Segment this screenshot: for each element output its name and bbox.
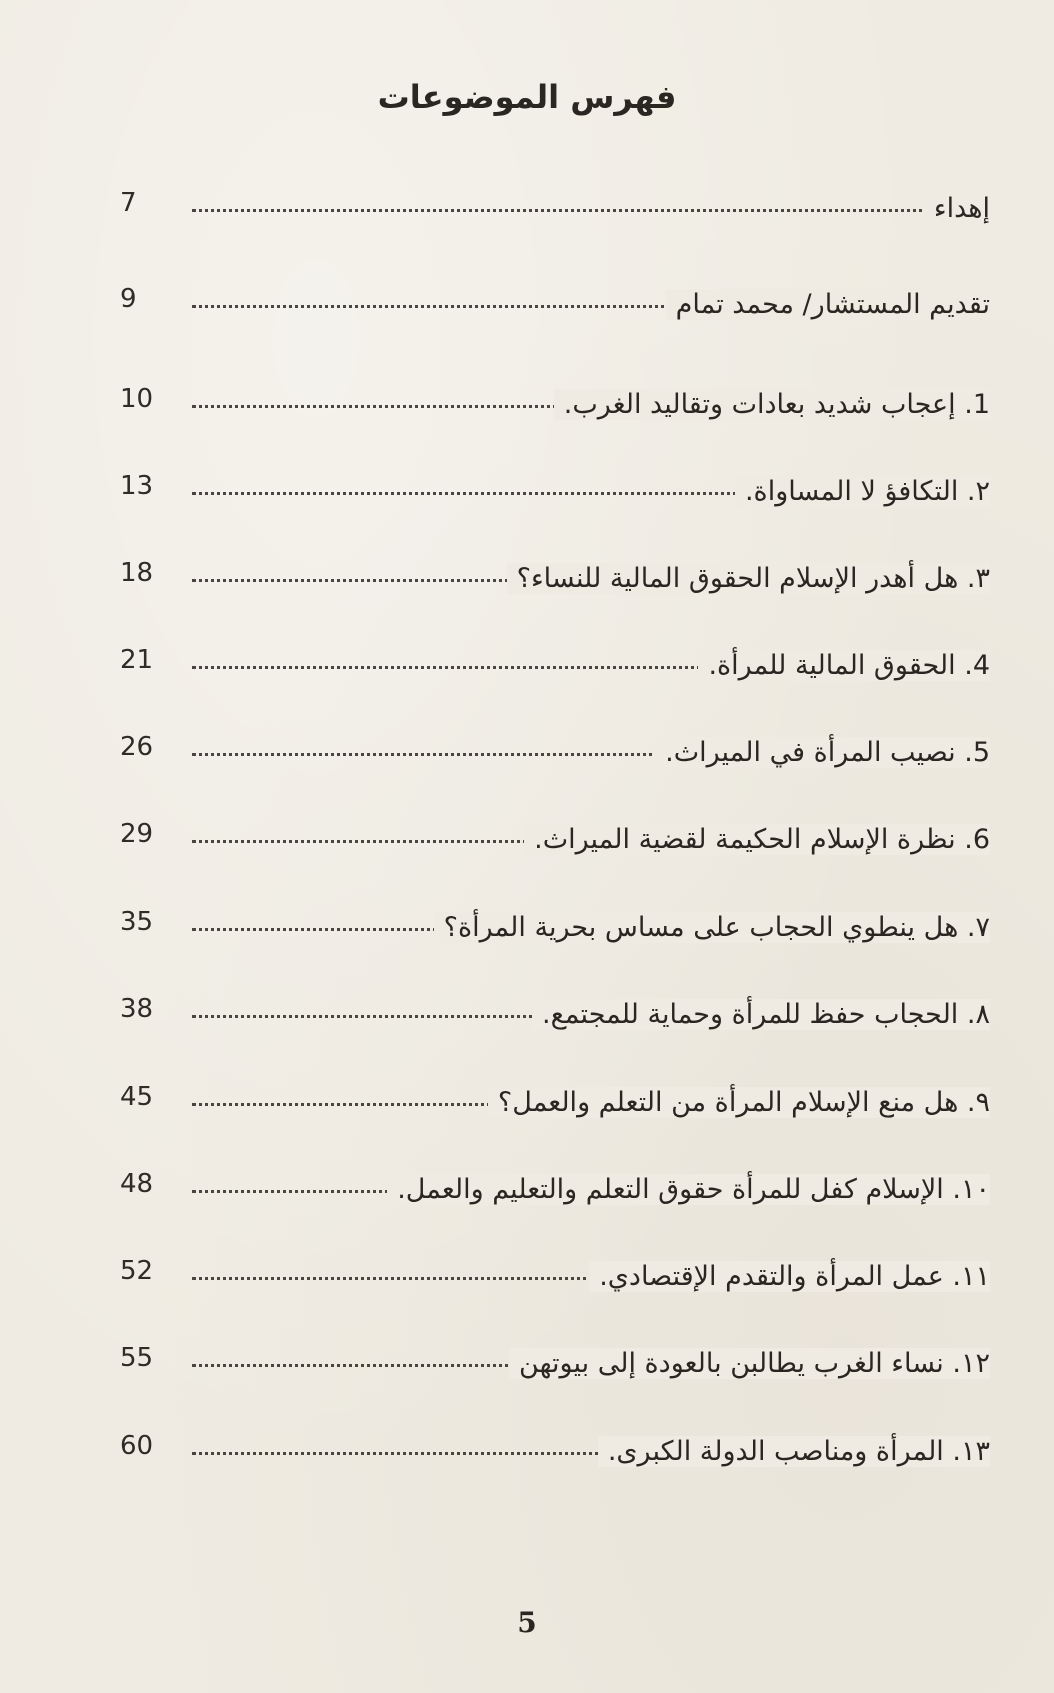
toc-page-number: 35 (120, 907, 154, 937)
toc-entry (120, 720, 990, 770)
page-number: 5 (517, 1606, 537, 1639)
toc-entry-label: ١٣. المرأة ومناصب الدولة الكبرى. (598, 1436, 990, 1467)
toc-entry-label: إهداء (924, 193, 990, 224)
toc-entry (120, 1157, 990, 1207)
toc-entry (120, 1331, 990, 1381)
toc-entry-label: 5. نصيب المرأة في الميراث. (655, 737, 990, 768)
toc-entry (120, 459, 990, 509)
toc-entry-label: 4. الحقوق المالية للمرأة. (698, 650, 990, 681)
toc-entry (120, 546, 990, 596)
toc-entry-label: ٧. هل ينطوي الحجاب على مساس بحرية المرأة؟ (434, 912, 990, 943)
toc-page-number: 29 (120, 819, 154, 849)
toc-page-number: 60 (120, 1431, 154, 1461)
toc-entry-label: ٨. الحجاب حفظ للمرأة وحماية للمجتمع. (532, 999, 990, 1030)
toc-entry (120, 895, 990, 945)
toc-entry-label: تقديم المستشار/ محمد تمام (666, 289, 990, 320)
toc-entry (120, 372, 990, 422)
toc-entry (120, 1070, 990, 1120)
toc-page-number: 38 (120, 994, 154, 1024)
dot-leader (192, 209, 990, 212)
toc-entry-label: ٣. هل أهدر الإسلام الحقوق المالية للنساء؟ (507, 563, 990, 594)
toc-page-number: 48 (120, 1169, 154, 1199)
toc-entry (120, 1419, 990, 1469)
toc-page-number: 10 (120, 384, 154, 414)
toc-page-number: 9 (120, 284, 137, 314)
toc-entry (120, 807, 990, 857)
toc-entry-label: 1. إعجاب شديد بعادات وتقاليد الغرب. (554, 389, 990, 420)
toc-page-number: 52 (120, 1256, 154, 1286)
toc-entry-label: ٢. التكافؤ لا المساواة. (735, 476, 990, 507)
toc-entry-label: ١١. عمل المرأة والتقدم الإقتصادي. (589, 1261, 990, 1292)
toc-entry-label: 6. نظرة الإسلام الحكيمة لقضية الميراث. (524, 824, 990, 855)
toc-entry (120, 176, 990, 226)
toc-entry-label: ١٠. الإسلام كفل للمرأة حقوق التعلم والتعليم والعمل. (387, 1174, 990, 1205)
toc-entry (120, 272, 990, 322)
toc-page-number: 7 (120, 188, 137, 218)
toc-page-number: 55 (120, 1343, 154, 1373)
toc-page-number: 45 (120, 1082, 154, 1112)
page-title: فهرس الموضوعات (377, 78, 677, 116)
toc-page-number: 13 (120, 471, 154, 501)
toc-entry-label: ١٢. نساء الغرب يطالبن بالعودة إلى بيوتهن (509, 1348, 990, 1379)
toc-page-number: 18 (120, 558, 154, 588)
toc-page-number: 26 (120, 732, 154, 762)
toc-entry (120, 1244, 990, 1294)
toc-page-number: 21 (120, 645, 154, 675)
toc-entry (120, 982, 990, 1032)
toc-entry-label: ٩. هل منع الإسلام المرأة من التعلم والعمل؟ (488, 1087, 990, 1118)
toc-entry (120, 633, 990, 683)
